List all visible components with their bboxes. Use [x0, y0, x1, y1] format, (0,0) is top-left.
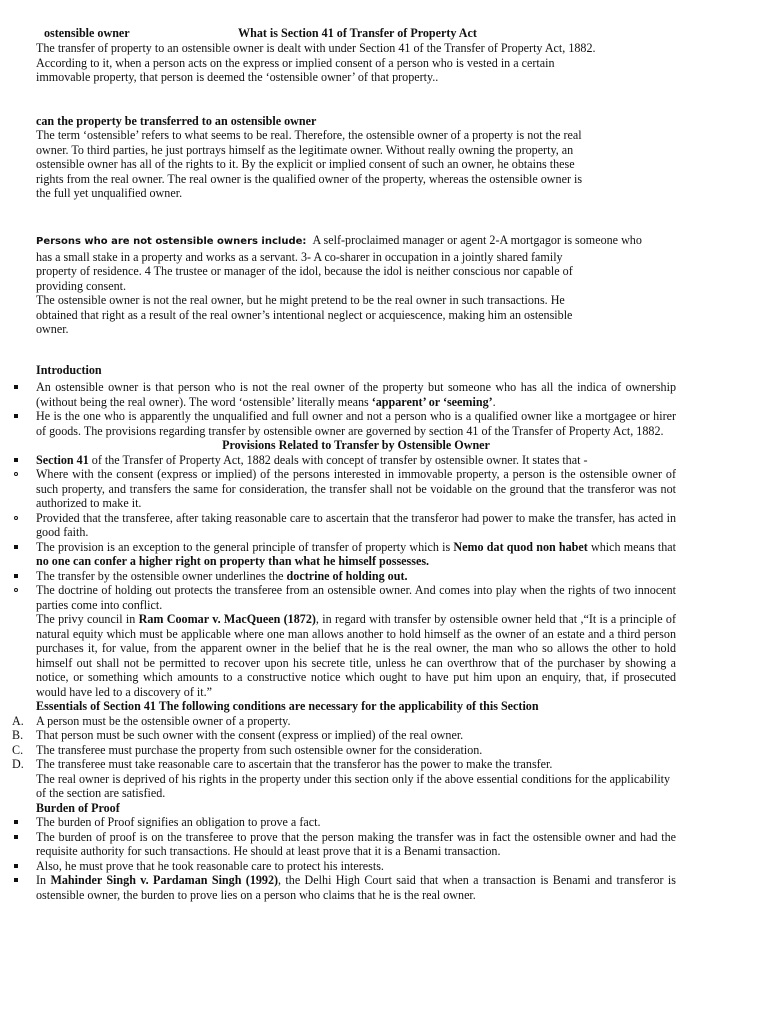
bullet-bold-text: Nemo dat quod non habet	[453, 539, 588, 554]
paragraph-line: providing consent.	[36, 278, 127, 293]
list-item	[0, 380, 676, 409]
section-heading: Burden of Proof	[36, 800, 120, 815]
intro-paragraph	[36, 41, 676, 85]
persons-label: Persons who are not ostensible owners include:	[36, 236, 307, 247]
bullet-bold-text: ‘apparent’ or ‘seeming’	[371, 394, 493, 409]
paragraph-line: ostensible owner has all of the rights to it. By the explicit or implied consent of such an owner, he obtains these	[36, 157, 575, 171]
list-item	[0, 467, 676, 511]
list-item	[0, 815, 676, 830]
document-label: ostensible owner	[44, 26, 130, 40]
list-item	[0, 583, 676, 612]
section-heading: Provisions Related to Transfer by Ostensible Owner	[222, 438, 490, 452]
paragraph-line: The term ‘ostensible’ refers to what seems to be real. Therefore, the ostensible owner of a property is not the real	[36, 128, 582, 142]
intro-line: immovable property, that person is deemed the ‘ostensible owner’ of that property..	[36, 70, 439, 84]
list-item-text: That person must be such owner with the consent (express or implied) of the real owner.	[36, 728, 464, 742]
paragraph-line	[36, 233, 676, 250]
essentials-list	[0, 714, 676, 772]
intro-line: The transfer of property to an ostensible owner is dealt with under Section 41 of the Transfer of Property Act, 1882.	[36, 41, 596, 55]
bullet-text: which means that	[587, 539, 676, 554]
bullet-text: In	[36, 873, 51, 887]
list-item-text: The transferee must take reasonable care to ascertain that the transferor has the power to make the transfer.	[36, 757, 553, 771]
section-heading: Essentials of Section 41 The following conditions are necessary for the applicability of this Section	[36, 699, 539, 713]
persons-line-rest: A self-proclaimed manager or agent 2-A mortgagor is someone who	[312, 233, 642, 247]
bullet-text: , the Delhi High Court said that when a transaction is Benami and transferor is ostensible owner, the burden to prove lies on a person who claims that he is the real owner.	[36, 873, 676, 902]
bullet-bold-text: no one can confer a higher right on property than what he himself possesses.	[36, 554, 430, 568]
document-title: What is Section 41 of Transfer of Property Act	[238, 26, 477, 40]
paragraph-line: owner.	[36, 322, 69, 336]
list-item	[0, 728, 676, 743]
burden-list	[0, 815, 676, 902]
bullet-bold-text: doctrine of holding out.	[286, 568, 408, 583]
intro-line: According to it, when a person acts on the express or implied consent of a person who is vested in a certain	[36, 55, 555, 70]
section-heading: can the property be transferred to an ostensible owner	[36, 114, 317, 128]
list-item	[0, 859, 676, 874]
list-item	[0, 409, 676, 438]
list-item	[0, 743, 676, 758]
provisions-list	[0, 453, 676, 613]
essentials-closing: The real owner is deprived of his rights in the property under this section only if the above essential conditions for the applicability of the section are satisfied.	[36, 771, 671, 800]
list-item	[0, 511, 676, 540]
list-item	[0, 453, 676, 468]
list-item	[0, 830, 676, 859]
bullet-text: He is the one who is apparently the unqualified and full owner and not a person who is a qualified owner like a mortgagee or hirer of goods. The provisions regarding transfer by ostensible owner are governed by section 41 of the Transfer of Property Act, 1882.	[36, 409, 676, 438]
paragraph-text: , in regard with transfer by ostensible owner held that ,“It is a principle of natural equity which must be applicable where one man allows another to hold himself as the owner of an estate and a third person purchases it, for value, from the apparent owner in the belief that he is the real owner, the man who so allows the other to hold himself out shall not be permitted to recover upon his secrete title, unless he can overthrow that of the purchaser by showing a notice, or something which amounts to a constructive notice which ought to have put him upon an enquiry, that, if prosecuted would have led to a discovery of it.”	[36, 612, 676, 699]
bullet-text: The doctrine of holding out protects the transferee from an ostensible owner. And comes into play when the rights of two innocent parties come into conflict.	[36, 583, 676, 612]
list-item	[0, 873, 676, 902]
paragraph-line: the full yet unqualified owner.	[36, 186, 183, 200]
paragraph-line: has a small stake in a property and works as a servant. 3- A co-sharer in occupation in a jointly shared family	[36, 249, 563, 264]
introduction-list	[0, 380, 676, 438]
list-item-text: A person must be the ostensible owner of a property.	[36, 713, 291, 728]
persons-paragraph	[36, 233, 676, 337]
list-marker: C.	[12, 742, 24, 757]
bullet-text: .	[492, 394, 496, 409]
case-name: Ram Coomar v. MacQueen (1872)	[138, 612, 316, 626]
paragraph-line: property of residence. 4 The trustee or manager of the idol, because the idol is neither conscious nor capable of	[36, 264, 573, 278]
bullet-text: Also, he must prove that he took reasonable care to protect his interests.	[36, 858, 384, 873]
can-paragraph	[36, 128, 676, 201]
bullet-bold-text: Section 41	[36, 452, 89, 467]
list-item	[0, 757, 676, 772]
paragraph-line: obtained that right as a result of the real owner’s intentional neglect or acquiescence, making him an ostensible	[36, 307, 573, 322]
section-heading: Introduction	[36, 363, 102, 377]
bullet-text: The burden of proof is on the transferee to prove that the person making the transfer was in fact the ostensible owner and had the requisite authority for such transactions. He should at least prove that it is a Benami transaction.	[36, 829, 676, 858]
list-marker: D.	[12, 757, 24, 771]
main-body	[0, 380, 676, 902]
list-marker: A.	[12, 713, 24, 728]
bullet-text: An ostensible owner is that person who is not the real owner of the property but someone who has all the indica of ownership (without being the real owner). The word ‘ostensible’ literally means	[36, 380, 676, 409]
case-name: Mahinder Singh v. Pardaman Singh (1992)	[50, 873, 279, 887]
bullet-text: Where with the consent (express or implied) of the persons interested in immovable property, a person is the ostensible owner of such property, and transfers the same for consideration, the transfer shall not be voidable on the ground that the transferor was not authorized to make it.	[36, 467, 676, 510]
bullet-text: The provision is an exception to the general principle of transfer of property which is	[36, 539, 454, 554]
list-item	[0, 540, 676, 569]
bullet-text: The burden of Proof signifies an obligation to prove a fact.	[36, 815, 321, 829]
paragraph-line: The ostensible owner is not the real owner, but he might pretend to be the real owner in such transactions. He	[36, 293, 565, 307]
list-item-text: The transferee must purchase the property from such ostensible owner for the consideration.	[36, 742, 483, 757]
list-marker: B.	[12, 728, 24, 742]
paragraph-text: The privy council in	[36, 612, 139, 626]
bullet-text: Provided that the transferee, after taking reasonable care to ascertain that the transferor had power to make the transfer, has acted in good faith.	[36, 510, 676, 539]
bullet-text: The transfer by the ostensible owner underlines the	[36, 568, 287, 583]
paragraph-line: owner. To third parties, he just portrays himself as the legitimate owner. Without really owning the property, an	[36, 142, 574, 157]
privy-council-paragraph	[0, 612, 676, 699]
list-item	[0, 569, 676, 584]
bullet-text: of the Transfer of Property Act, 1882 deals with concept of transfer by ostensible owner. It states that -	[88, 452, 588, 467]
list-item	[0, 714, 676, 729]
paragraph-line: rights from the real owner. The real owner is the qualified owner of the property, whereas the ostensible owner is	[36, 171, 583, 186]
